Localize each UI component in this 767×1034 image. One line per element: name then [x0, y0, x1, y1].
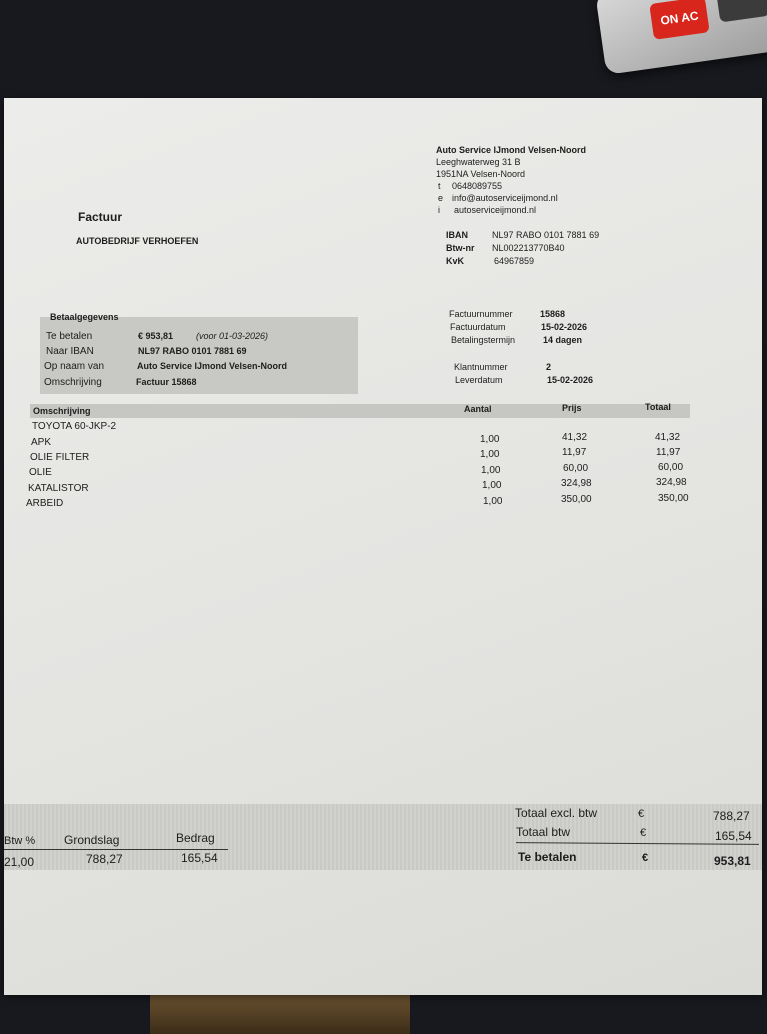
total-excl-label: Totaal excl. btw — [515, 806, 598, 820]
line-item-price: 11,97 — [562, 447, 587, 458]
kvk-label: KvK — [446, 256, 465, 266]
payment-heading: Betaalgegevens — [50, 312, 119, 322]
desk-edge — [150, 994, 410, 1034]
phone-icon: t — [438, 181, 441, 191]
invoice-paper — [4, 98, 762, 995]
meta-value: 14 dagen — [543, 335, 583, 345]
vat-base: 788,27 — [86, 852, 123, 866]
line-item-total: 350,00 — [658, 493, 689, 504]
payment-payee: Auto Service IJmond Velsen-Noord — [137, 361, 288, 371]
meta-label: Factuurnummer — [449, 309, 513, 319]
column-header-total: Totaal — [645, 402, 671, 412]
vat-amount: 165,54 — [181, 851, 218, 865]
line-item-price: 41,32 — [562, 432, 588, 443]
line-item-description: APK — [31, 437, 52, 448]
total-btw-label: Totaal btw — [516, 825, 571, 839]
table-header — [30, 404, 690, 418]
calculator-on-key: ON AC — [649, 0, 709, 40]
meta-value: 2 — [546, 362, 552, 372]
line-item-price: 350,00 — [561, 494, 592, 505]
payment-label: Op naam van — [44, 361, 105, 372]
line-item-total: 41,32 — [655, 432, 681, 443]
btw-label: Btw-nr — [446, 243, 475, 253]
column-header-quantity: Aantal — [464, 404, 492, 414]
payment-label: Te betalen — [46, 331, 93, 342]
line-item-quantity: 1,00 — [480, 449, 500, 460]
total-excl-value: 788,27 — [713, 809, 750, 823]
line-item-quantity: 1,00 — [483, 496, 503, 507]
company-web: autoserviceijmond.nl — [454, 205, 537, 215]
vat-divider — [4, 849, 228, 850]
vat-header-base: Grondslag — [64, 833, 120, 847]
payment-label: Naar IBAN — [46, 346, 94, 357]
vat-rate: 21,00 — [4, 855, 35, 869]
vat-header-rate: Btw % — [4, 835, 36, 847]
company-email: info@autoserviceijmond.nl — [452, 193, 558, 203]
total-pay-label: Te betalen — [518, 850, 577, 864]
line-item-description: ARBEID — [26, 498, 64, 509]
line-item-description: OLIE FILTER — [30, 452, 90, 463]
email-icon: e — [438, 193, 444, 203]
line-item-description: KATALISTOR — [28, 483, 89, 494]
payment-label: Omschrijving — [44, 377, 102, 388]
meta-value: 15-02-2026 — [547, 375, 594, 385]
vat-header-amount: Bedrag — [176, 831, 215, 845]
column-header-price: Prijs — [562, 403, 582, 413]
meta-value: 15-02-2026 — [541, 322, 588, 332]
web-icon: i — [438, 205, 440, 215]
company-btw: NL002213770B40 — [492, 243, 565, 253]
line-item-total: 60,00 — [658, 462, 684, 473]
line-item-description: OLIE — [29, 467, 52, 478]
company-iban: NL97 RABO 0101 7881 69 — [492, 230, 600, 240]
total-pay-value: 953,81 — [714, 854, 751, 868]
column-header-description: Omschrijving — [33, 406, 91, 416]
total-excl-currency: € — [638, 808, 645, 820]
meta-value: 15868 — [540, 309, 566, 319]
payment-iban: NL97 RABO 0101 7881 69 — [138, 346, 247, 356]
meta-label: Betalingstermijn — [451, 335, 516, 345]
total-btw-value: 165,54 — [715, 829, 752, 843]
page-title: Factuur — [78, 210, 123, 224]
payment-due-date: (voor 01-03-2026) — [196, 331, 269, 341]
line-item-quantity: 1,00 — [482, 480, 502, 491]
iban-label: IBAN — [446, 230, 468, 240]
customer-name: AUTOBEDRIJF VERHOEFEN — [76, 236, 199, 246]
company-city: 1951NA Velsen-Noord — [436, 169, 526, 179]
calculator-key — [715, 0, 767, 22]
line-item-total: 11,97 — [656, 447, 681, 458]
calculator — [595, 0, 767, 75]
line-item-total: 324,98 — [656, 477, 687, 488]
vehicle-line: TOYOTA 60-JKP-2 — [32, 421, 117, 432]
line-item-quantity: 1,00 — [480, 434, 500, 445]
line-item-quantity: 1,00 — [481, 465, 501, 476]
meta-label: Klantnummer — [454, 362, 508, 372]
payment-amount: € 953,81 — [138, 331, 174, 341]
total-pay-currency: € — [642, 852, 649, 864]
company-kvk: 64967859 — [494, 256, 535, 266]
meta-label: Leverdatum — [455, 375, 503, 385]
line-item-price: 324,98 — [561, 478, 592, 489]
payment-description: Factuur 15868 — [136, 377, 197, 387]
line-item-price: 60,00 — [563, 463, 589, 474]
company-street: Leeghwaterweg 31 B — [436, 157, 521, 167]
total-btw-currency: € — [640, 827, 647, 839]
company-name: Auto Service IJmond Velsen-Noord — [436, 145, 587, 155]
company-phone: 0648089755 — [452, 181, 503, 191]
meta-label: Factuurdatum — [450, 322, 506, 332]
